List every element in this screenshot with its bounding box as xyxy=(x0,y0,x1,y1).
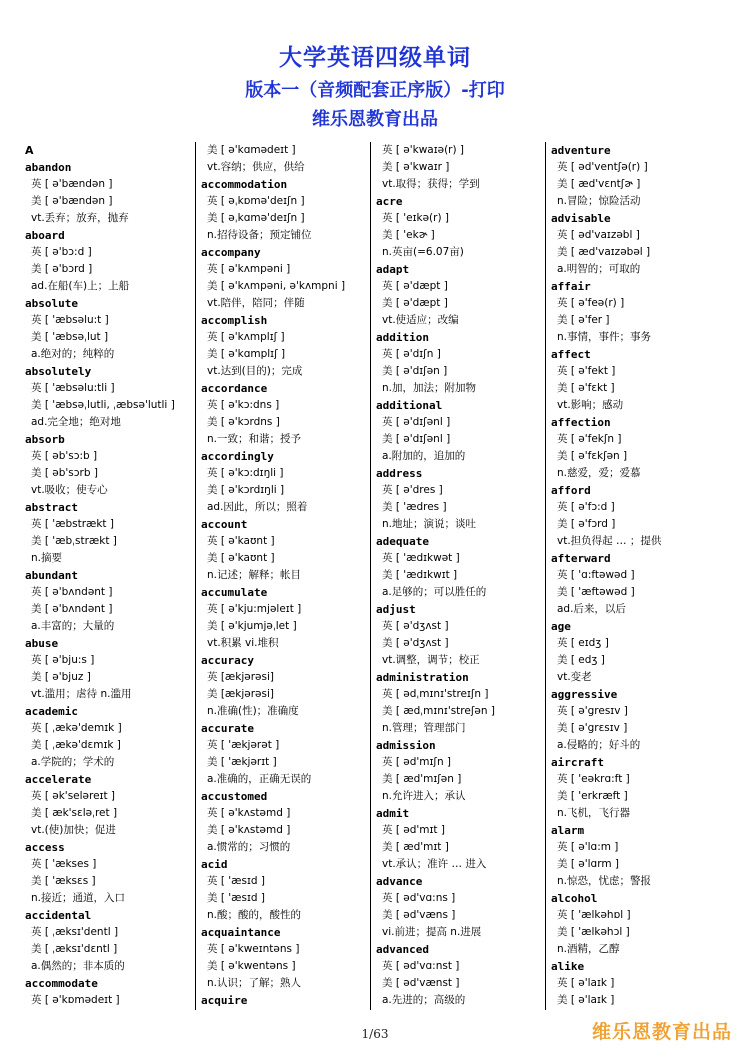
definition: n.飞机，飞行器 xyxy=(557,807,630,819)
us-phonetic: 美 [ 'æsɪd ] xyxy=(207,892,265,904)
headword: additional xyxy=(376,399,443,412)
us-phonetic: 美 [ 'erkræft ] xyxy=(557,790,628,802)
definition: n.允许进入；承认 xyxy=(382,790,466,802)
definition: vi.前进；提高 n.进展 xyxy=(382,926,482,938)
headword: address xyxy=(376,467,423,480)
definition: vt.容纳；供应，供给 xyxy=(207,161,305,173)
us-phonetic: 美 [ ə'bjuz ] xyxy=(31,671,91,683)
column-divider xyxy=(545,142,546,1010)
headword: access xyxy=(25,841,65,854)
headword: accomplish xyxy=(201,314,268,327)
headword: accuracy xyxy=(201,654,254,667)
uk-phonetic: 英 [ 'æbstrækt ] xyxy=(31,518,114,530)
definition: n.加，加法；附加物 xyxy=(382,382,476,394)
column-divider xyxy=(370,142,371,1010)
uk-phonetic: 英 [ ə'kɒmədeɪt ] xyxy=(31,994,120,1006)
definition: n.惊恐，忧虑；警报 xyxy=(557,875,651,887)
headword: addition xyxy=(376,331,429,344)
us-phonetic: 美 [ ˌæksɪ'dɛntl ] xyxy=(31,943,118,955)
us-phonetic: 美 [ 'æbsəˌlut ] xyxy=(31,331,109,343)
us-phonetic: 美 [ ə'dɪʃən ] xyxy=(382,365,448,377)
us-phonetic: 美 [ ə'kɔrdɪŋli ] xyxy=(207,484,285,496)
us-phonetic: 美 [ 'ækjərɪt ] xyxy=(207,756,277,768)
us-phonetic: 美 [ ə'laɪk ] xyxy=(557,994,615,1006)
definition: n.事情，事件；事务 xyxy=(557,331,651,343)
headword: aircraft xyxy=(551,756,604,769)
us-phonetic: 美 [ 'ekɚ ] xyxy=(382,229,435,241)
uk-phonetic: 英 [ 'ælkəhɒl ] xyxy=(557,909,631,921)
us-phonetic: 美 [ ə'dʒʌst ] xyxy=(382,637,449,649)
uk-phonetic: 英 [ ə'bændən ] xyxy=(31,178,113,190)
uk-phonetic: 英 [ əd'vɑ:ns ] xyxy=(382,892,456,904)
uk-phonetic: 英 [ækjərəsi] xyxy=(207,671,274,683)
us-phonetic: 美 [ æk'sɛləˌret ] xyxy=(31,807,118,819)
uk-phonetic: 英 [ ə'bju:s ] xyxy=(31,654,95,666)
definition: n.接近；通道，入口 xyxy=(31,892,125,904)
definition: vt.(使)加快；促进 xyxy=(31,824,116,836)
headword: abstract xyxy=(25,501,78,514)
definition: n.酸；酸的，酸性的 xyxy=(207,909,301,921)
us-phonetic: 美 [ ə'grɛsɪv ] xyxy=(557,722,628,734)
uk-phonetic: 英 [ ə'kɔ:dns ] xyxy=(207,399,280,411)
uk-phonetic: 英 [ ə'dɪʃn ] xyxy=(382,348,441,360)
uk-phonetic: 英 [ ə'kʌmpəni ] xyxy=(207,263,291,275)
headword: accompany xyxy=(201,246,261,259)
uk-phonetic: 英 [ ədˌmɪnɪ'streɪʃn ] xyxy=(382,688,489,700)
us-phonetic: 美 [ ə'kɔrdns ] xyxy=(207,416,280,428)
headword: absolute xyxy=(25,297,78,310)
us-phonetic: 美 [ æd'vaɪzəbəl ] xyxy=(557,246,651,258)
uk-phonetic: 英 [ əˌkɒmə'deɪʃn ] xyxy=(207,195,305,207)
definition: vt.吸收；使专心 xyxy=(31,484,108,496)
headword: admit xyxy=(376,807,410,820)
uk-phonetic: 英 [ əd'vaɪzəbl ] xyxy=(557,229,640,241)
headword: account xyxy=(201,518,248,531)
definition: ad.在船(车)上；上船 xyxy=(31,280,130,292)
headword: aboard xyxy=(25,229,65,242)
us-phonetic: 美 [ æd'mɪʃən ] xyxy=(382,773,462,785)
page-subtitle: 版本一（音频配套正序版）-打印 xyxy=(245,80,505,101)
us-phonetic: 美 [ 'æftəwəd ] xyxy=(557,586,635,598)
headword: advanced xyxy=(376,943,429,956)
headword: accordingly xyxy=(201,450,274,463)
headword: absorb xyxy=(25,433,65,446)
uk-phonetic: 英 [ ə'kju:mjəleɪt ] xyxy=(207,603,302,615)
headword: accidental xyxy=(25,909,92,922)
definition: n.冒险；惊险活动 xyxy=(557,195,641,207)
uk-phonetic: 英 [ əb'sɔ:b ] xyxy=(31,450,98,462)
us-phonetic: 美 [ 'ælkəhɔl ] xyxy=(557,926,630,938)
us-phonetic: 美 [ 'ædɪkwɪt ] xyxy=(382,569,458,581)
definition: vt.丢弃；放弃，抛弃 xyxy=(31,212,129,224)
definition: n.招待设备；预定铺位 xyxy=(207,229,312,241)
us-phonetic: 美 [ ə'fɛkʃən ] xyxy=(557,450,628,462)
definition: vt.陪伴，陪同；伴随 xyxy=(207,297,305,309)
us-phonetic: 美 [ æd'vɛntʃɚ ] xyxy=(557,178,641,190)
uk-phonetic: 英 [ 'æsɪd ] xyxy=(207,875,265,887)
definition: a.绝对的；纯粹的 xyxy=(31,348,115,360)
publisher-line: 维乐恩教育出品 xyxy=(312,109,438,130)
uk-phonetic: 英 [ ə'fɔ:d ] xyxy=(557,501,615,513)
headword: advisable xyxy=(551,212,611,225)
definition: a.足够的；可以胜任的 xyxy=(382,586,487,598)
page-number: 1/63 xyxy=(361,1027,389,1041)
word-column-4 xyxy=(551,142,711,1009)
definition: a.侵略的；好斗的 xyxy=(557,739,641,751)
us-phonetic: 美 [ ə'fɛkt ] xyxy=(557,382,615,394)
definition: vt.滥用；虐待 n.滥用 xyxy=(31,688,132,700)
publisher-watermark: 维乐恩教育出品 xyxy=(591,1021,732,1043)
headword: advance xyxy=(376,875,423,888)
section-letter: A xyxy=(25,144,34,157)
uk-phonetic: 英 [ ə'kaʊnt ] xyxy=(207,535,275,547)
headword: accustomed xyxy=(201,790,268,803)
headword: accommodate xyxy=(25,977,98,990)
headword: abandon xyxy=(25,161,72,174)
headword: abundant xyxy=(25,569,78,582)
headword: afterward xyxy=(551,552,611,565)
us-phonetic: 美 [ ə'kɑmplɪʃ ] xyxy=(207,348,286,360)
uk-phonetic: 英 [ ə'dʒʌst ] xyxy=(382,620,449,632)
us-phonetic: 美 [ ə'kjumjəˌlet ] xyxy=(207,620,297,632)
definition: vt.担负得起 … ；提供 xyxy=(557,535,662,547)
us-phonetic: 美 [ 'æksɛs ] xyxy=(31,875,96,887)
us-phonetic: 美 [ ə'kɑmədeɪt ] xyxy=(207,144,296,156)
uk-phonetic: 英 [ 'ækses ] xyxy=(31,858,97,870)
uk-phonetic: 英 [ ə'dres ] xyxy=(382,484,443,496)
headword: adventure xyxy=(551,144,611,157)
headword: accommodation xyxy=(201,178,288,191)
definition: n.慈爱，爱；爱慕 xyxy=(557,467,641,479)
uk-phonetic: 英 [ ˌæksɪ'dentl ] xyxy=(31,926,119,938)
definition: vt.承认；准许 … 进入 xyxy=(382,858,487,870)
us-phonetic: 美 [ əd'væns ] xyxy=(382,909,456,921)
us-phonetic: 美 [ ə'bʌndənt ] xyxy=(31,603,113,615)
definition: n.酒精，乙醇 xyxy=(557,943,620,955)
definition: n.记述；解释；帐目 xyxy=(207,569,301,581)
uk-phonetic: 英 [ ə'lɑ:m ] xyxy=(557,841,619,853)
uk-phonetic: 英 [ ə'kweɪntəns ] xyxy=(207,943,300,955)
us-phonetic: 美 [ ə'bɔrd ] xyxy=(31,263,93,275)
uk-phonetic: 英 [ ə'kɔ:dɪŋli ] xyxy=(207,467,284,479)
headword: accordance xyxy=(201,382,268,395)
headword: acid xyxy=(201,858,228,871)
definition: ad.因此，所以；照着 xyxy=(207,501,308,513)
definition: vt.取得；获得；学到 xyxy=(382,178,480,190)
us-phonetic: 美 [ 'æbsəˌlutli, ˌæbsə'lutli ] xyxy=(31,399,175,411)
uk-phonetic: 英 [ ə'kʌstəmd ] xyxy=(207,807,291,819)
us-phonetic: 美 [ 'æbˌstrækt ] xyxy=(31,535,117,547)
word-column-1 xyxy=(25,142,185,1009)
headword: adjust xyxy=(376,603,416,616)
headword: acre xyxy=(376,195,403,208)
uk-phonetic: 英 [ ə'laɪk ] xyxy=(557,977,615,989)
headword: alarm xyxy=(551,824,585,837)
definition: n.管理；管理部门 xyxy=(382,722,466,734)
headword: absolutely xyxy=(25,365,92,378)
uk-phonetic: 英 [ ək'seləreɪt ] xyxy=(31,790,116,802)
uk-phonetic: 英 [ eɪdʒ ] xyxy=(557,637,609,649)
definition: a.明智的；可取的 xyxy=(557,263,641,275)
definition: a.先进的；高级的 xyxy=(382,994,466,1006)
us-phonetic: 美 [ ə'fer ] xyxy=(557,314,610,326)
definition: a.附加的，追加的 xyxy=(382,450,466,462)
uk-phonetic: 英 [ 'eəkrɑ:ft ] xyxy=(557,773,630,785)
uk-phonetic: 英 [ ə'fekʃn ] xyxy=(557,433,622,445)
headword: administration xyxy=(376,671,469,684)
definition: a.偶然的；非本质的 xyxy=(31,960,125,972)
definition: a.学院的；学术的 xyxy=(31,756,115,768)
definition: vt.调整，调节；校正 xyxy=(382,654,480,666)
definition: ad.完全地；绝对地 xyxy=(31,416,121,428)
headword: alcohol xyxy=(551,892,598,905)
definition: vt.达到(目的)；完成 xyxy=(207,365,303,377)
definition: a.丰富的；大量的 xyxy=(31,620,115,632)
definition: a.准确的，正确无误的 xyxy=(207,773,312,785)
us-phonetic: 美 [ æd'mɪt ] xyxy=(382,841,449,853)
uk-phonetic: 英 [ ə'bɔ:d ] xyxy=(31,246,92,258)
uk-phonetic: 英 [ ə'dæpt ] xyxy=(382,280,448,292)
uk-phonetic: 英 [ 'æbsəlu:t ] xyxy=(31,314,109,326)
us-phonetic: 美 [ ə'kʌstəmd ] xyxy=(207,824,291,836)
definition: n.摘要 xyxy=(31,552,62,564)
us-phonetic: 美 [ ædˌmɪnɪ'streʃən ] xyxy=(382,705,495,717)
headword: abuse xyxy=(25,637,59,650)
us-phonetic: 美 [ ə'bændən ] xyxy=(31,195,113,207)
headword: affair xyxy=(551,280,591,293)
us-phonetic: 美 [ ə'lɑrm ] xyxy=(557,858,619,870)
headword: acquire xyxy=(201,994,248,1007)
headword: adapt xyxy=(376,263,410,276)
uk-phonetic: 英 [ 'eɪkə(r) ] xyxy=(382,212,450,224)
definition: n.准确(性)；准确度 xyxy=(207,705,299,717)
headword: academic xyxy=(25,705,78,718)
us-phonetic: 美 [ əˌkɑmə'deɪʃn ] xyxy=(207,212,305,224)
us-phonetic: 美 [ əb'sɔrb ] xyxy=(31,467,98,479)
headword: alike xyxy=(551,960,585,973)
us-phonetic: 美 [ ə'kaʊnt ] xyxy=(207,552,275,564)
us-phonetic: 美 [ ə'kwentəns ] xyxy=(207,960,296,972)
definition: vt.使适应；改编 xyxy=(382,314,459,326)
uk-phonetic: 英 [ əd'mɪʃn ] xyxy=(382,756,452,768)
uk-phonetic: 英 [ əd'mɪt ] xyxy=(382,824,445,836)
definition: vt.变老 xyxy=(557,671,592,683)
word-column-2 xyxy=(201,142,361,1009)
headword: acquaintance xyxy=(201,926,281,939)
headword: aggressive xyxy=(551,688,618,701)
word-column-3 xyxy=(376,142,536,1009)
us-phonetic: 美 [ ə'fɔrd ] xyxy=(557,518,616,530)
uk-phonetic: 英 [ ə'kwaɪə(r) ] xyxy=(382,144,465,156)
definition: n.认识；了解；熟人 xyxy=(207,977,301,989)
uk-phonetic: 英 [ ə'gresɪv ] xyxy=(557,705,628,717)
uk-phonetic: 英 [ ə'feə(r) ] xyxy=(557,297,625,309)
definition: n.一致；和谐；授予 xyxy=(207,433,301,445)
definition: vt.影响；感动 xyxy=(557,399,624,411)
us-phonetic: 美 [ ə'kʌmpəni, ə'kʌmpni ] xyxy=(207,280,346,292)
us-phonetic: 美 [ 'ædres ] xyxy=(382,501,447,513)
definition: vt.积累 vi.堆积 xyxy=(207,637,279,649)
headword: accelerate xyxy=(25,773,92,786)
uk-phonetic: 英 [ ə'kʌmplɪʃ ] xyxy=(207,331,285,343)
headword: admission xyxy=(376,739,436,752)
us-phonetic: 美 [ ə'dɪʃənl ] xyxy=(382,433,451,445)
uk-phonetic: 英 [ əd'vɑ:nst ] xyxy=(382,960,460,972)
us-phonetic: 美 [ ə'dæpt ] xyxy=(382,297,448,309)
headword: accumulate xyxy=(201,586,268,599)
uk-phonetic: 英 [ 'ɑ:ftəwəd ] xyxy=(557,569,635,581)
us-phonetic: 美 [ ə'kwaɪr ] xyxy=(382,161,450,173)
uk-phonetic: 英 [ 'æbsəlu:tli ] xyxy=(31,382,115,394)
uk-phonetic: 英 [ ə'bʌndənt ] xyxy=(31,586,113,598)
headword: adequate xyxy=(376,535,429,548)
definition: a.惯常的；习惯的 xyxy=(207,841,291,853)
us-phonetic: 美 [ əd'vænst ] xyxy=(382,977,460,989)
definition: ad.后来，以后 xyxy=(557,603,626,615)
us-phonetic: 美 [ edʒ ] xyxy=(557,654,605,666)
us-phonetic: 美 [ ˌækə'dɛmɪk ] xyxy=(31,739,121,751)
headword: affect xyxy=(551,348,591,361)
uk-phonetic: 英 [ ˌækə'demɪk ] xyxy=(31,722,122,734)
page-title: 大学英语四级单词 xyxy=(279,45,471,71)
headword: affection xyxy=(551,416,611,429)
definition: n.英亩(=6.07亩) xyxy=(382,246,464,258)
definition: n.地址；演说；谈吐 xyxy=(382,518,476,530)
headword: age xyxy=(551,620,571,633)
headword: afford xyxy=(551,484,591,497)
column-divider xyxy=(195,142,196,1010)
uk-phonetic: 英 [ 'ækjərət ] xyxy=(207,739,280,751)
headword: accurate xyxy=(201,722,254,735)
uk-phonetic: 英 [ əd'ventʃə(r) ] xyxy=(557,161,648,173)
uk-phonetic: 英 [ ə'fekt ] xyxy=(557,365,616,377)
us-phonetic: 美 [ækjərəsi] xyxy=(207,688,274,700)
uk-phonetic: 英 [ ə'dɪʃənl ] xyxy=(382,416,451,428)
uk-phonetic: 英 [ 'ædɪkwət ] xyxy=(382,552,460,564)
